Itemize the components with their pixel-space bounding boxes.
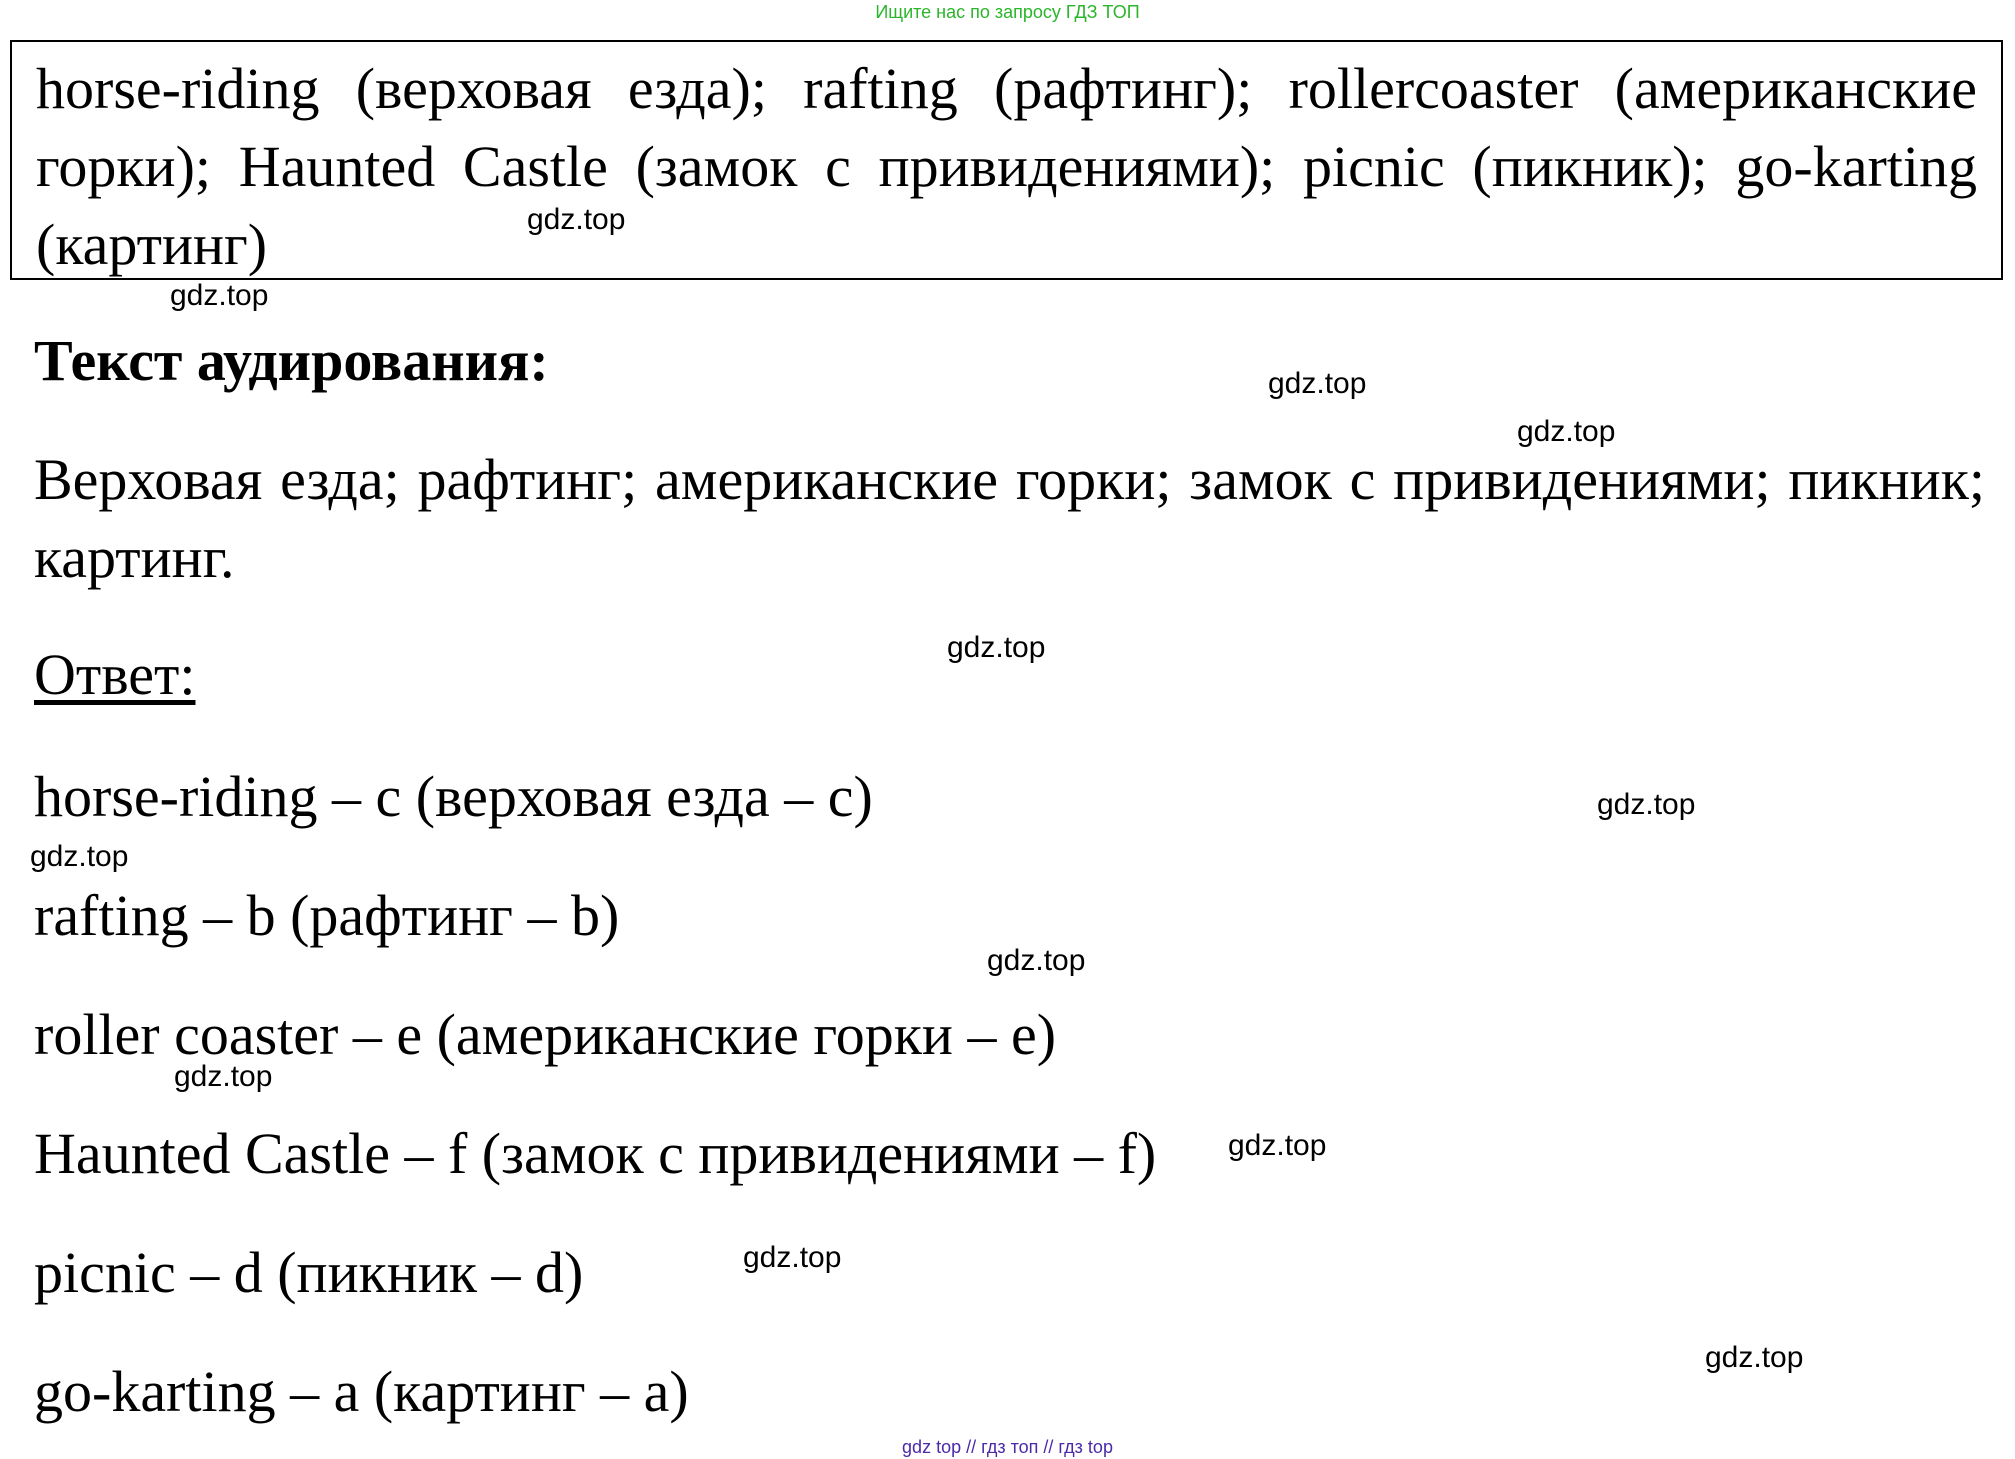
answer-line: roller coaster – e (американские горки – e) <box>34 1002 1057 1067</box>
vocabulary-text: horse-riding (верховая езда); rafting (рафтинг); rollercoaster (американские горки); Haunted Castle (замок с привидениями); picnic (пикник); go-karting (картинг) <box>36 56 1977 277</box>
answer-line: picnic – d (пикник – d) <box>34 1240 584 1305</box>
answer-line: go-karting – a (картинг – a) <box>34 1359 689 1424</box>
watermark: gdz.top <box>1517 415 1616 448</box>
answer-label: Ответ: <box>34 642 196 707</box>
vocabulary-box <box>10 40 2003 280</box>
listening-heading: Текст аудирования: <box>34 328 549 393</box>
watermark: gdz.top <box>987 944 1086 977</box>
watermark: gdz.top <box>1228 1129 1327 1162</box>
answer-line: Haunted Castle – f (замок с привидениями – f) <box>34 1121 1157 1186</box>
answer-line: horse-riding – c (верховая езда – c) <box>34 764 873 829</box>
answer-line: rafting – b (рафтинг – b) <box>34 883 620 948</box>
watermark: gdz.top <box>743 1241 842 1274</box>
watermark: gdz.top <box>30 840 129 873</box>
watermark: gdz.top <box>1705 1341 1804 1374</box>
listening-transcript: Верховая езда; рафтинг; американские горки; замок с привидениями; пикник; картинг. <box>34 447 1985 590</box>
watermark: gdz.top <box>527 203 626 236</box>
watermark: gdz.top <box>170 279 269 312</box>
watermark: gdz.top <box>1597 788 1696 821</box>
watermark: gdz.top <box>174 1060 273 1093</box>
watermark: gdz.top <box>947 631 1046 664</box>
watermark: gdz.top <box>1268 367 1367 400</box>
footer-links: gdz top // гдз топ // гдз top <box>902 1437 1113 1457</box>
top-banner: Ищите нас по запросу ГДЗ ТОП <box>875 2 1140 22</box>
